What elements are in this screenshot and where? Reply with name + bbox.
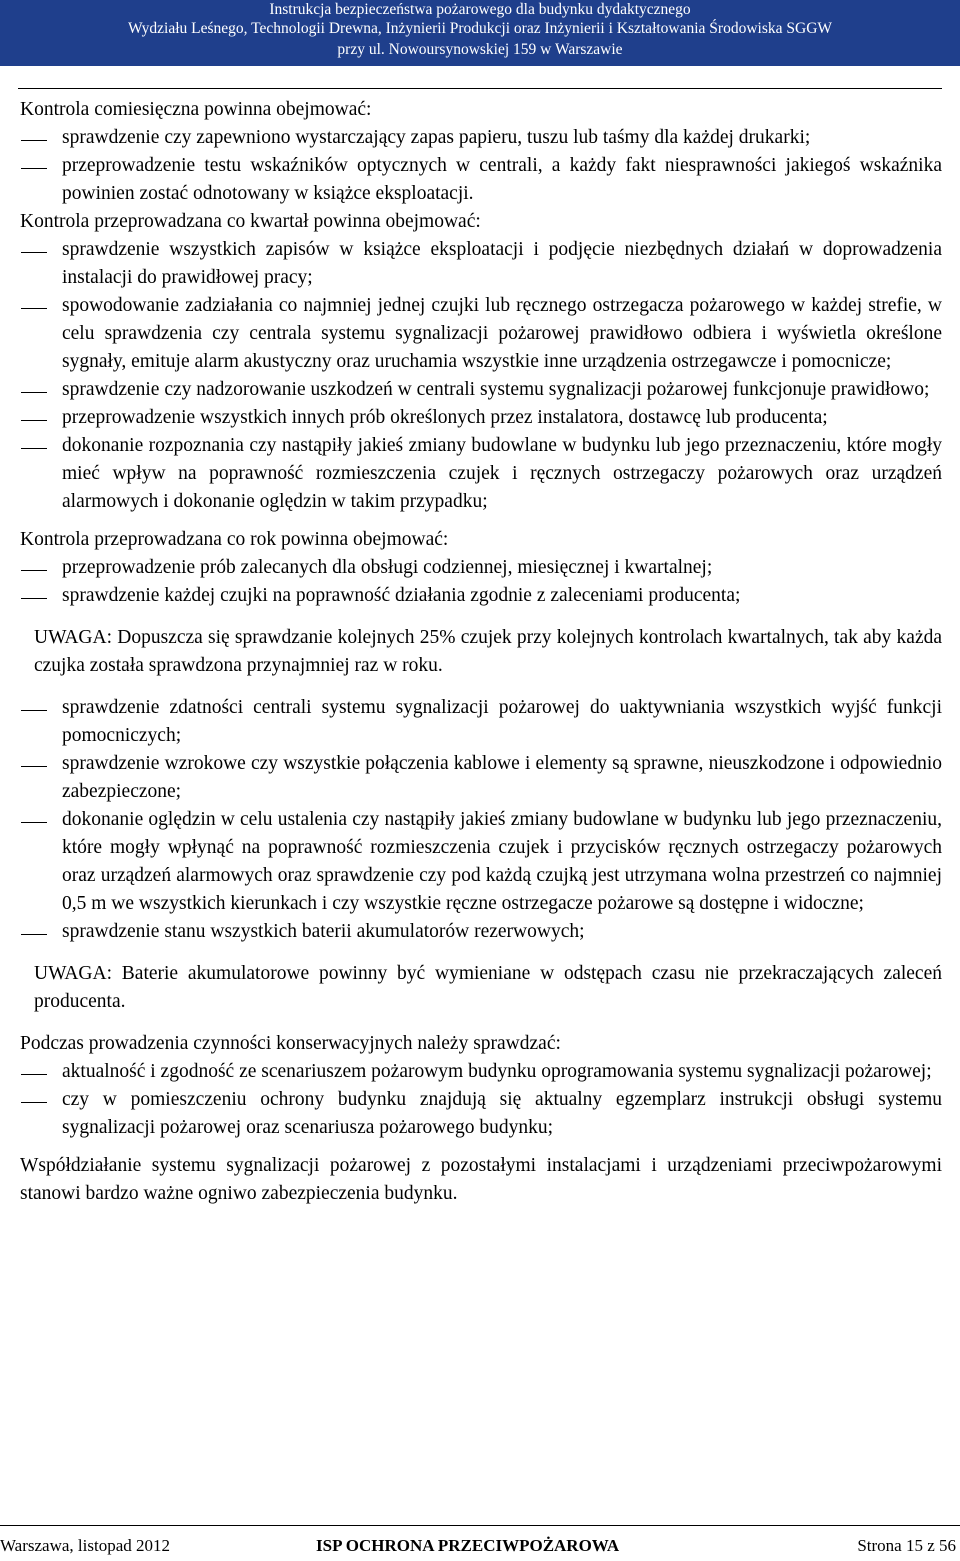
document-body bbox=[20, 96, 942, 1208]
list-item: spowodowanie zadziałania co najmniej jednej czujki lub ręcznego ostrzegacza pożarowego w każdej strefie, w celu sprawdzenia czy centrala systemu sygnalizacji pożarowej prawidłowo odbiera i wyświetla określone sygnały, emituje alarm akustyczny oraz uruchamia wszystkie inne urządzenia ostrzegawcze i pomocnicze; bbox=[62, 295, 942, 372]
list-item: aktualność i zgodność ze scenariuszem pożarowym budynku oprogramowania systemu sygnalizacji pożarowej; bbox=[62, 1061, 932, 1082]
list-item: dokonanie rozpoznania czy nastąpiły jakieś zmiany budowlane w budynku lub jego przeznaczeniu, które mogły mieć wpływ na poprawność rozmieszczenia czujek i ręcznych ostrzegaczy pożarowych oraz urządzeń alarmowych i dokonanie oględzin w takim przypadku; bbox=[62, 435, 942, 512]
footer-date: Warszawa, listopad 2012 bbox=[0, 1536, 170, 1555]
list-item: sprawdzenie czy nadzorowanie uszkodzeń w centrali systemu sygnalizacji pożarowej funkcjonuje prawidłowo; bbox=[62, 379, 930, 400]
footer-page-number: Strona 15 z 56 bbox=[857, 1536, 956, 1555]
footer-document-title: ISP OCHRONA PRZECIWPOŻAROWA bbox=[316, 1536, 620, 1555]
list-item: czy w pomieszczeniu ochrony budynku znajdują się aktualny egzemplarz instrukcji obsługi systemu sygnalizacji pożarowej oraz scenariusza pożarowego budynku; bbox=[62, 1089, 942, 1138]
header-divider bbox=[18, 88, 942, 89]
maintenance-intro: Podczas prowadzenia czynności konserwacyjnych należy sprawdzać: bbox=[20, 1033, 561, 1054]
list-item: przeprowadzenie wszystkich innych prób określonych przez instalatora, dostawcę lub producenta; bbox=[62, 407, 828, 428]
closing-paragraph: Współdziałanie systemu sygnalizacji pożarowej z pozostałymi instalacjami i urządzeniami przeciwpożarowymi stanowi bardzo ważne ogniwo zabezpieczenia budynku. bbox=[20, 1155, 942, 1204]
yearly-list-a bbox=[20, 554, 942, 610]
monthly-intro: Kontrola comiesięczna powinna obejmować: bbox=[20, 99, 372, 120]
header-title-line-2: Wydziału Leśnego, Technologii Drewna, Inżynierii Produkcji oraz Inżynierii i Kształtowania Środowiska SGGW bbox=[127, 20, 833, 37]
list-item: sprawdzenie wzrokowe czy wszystkie połączenia kablowe i elementy są sprawne, nieuszkodzone i odpowiednio zabezpieczone; bbox=[62, 753, 942, 802]
header-title-line-1: Instrukcja bezpieczeństwa pożarowego dla budynku dydaktycznego bbox=[269, 1, 691, 18]
list-item: przeprowadzenie testu wskaźników optycznych w centrali, a każdy fakt niesprawności jakiegoś wskaźnika powinien zostać odnotowany w książce eksploatacji. bbox=[62, 155, 942, 204]
yearly-note-batteries: UWAGA: Baterie akumulatorowe powinny być wymieniane w odstępach czasu nie przekraczających zaleceń producenta. bbox=[34, 963, 942, 1012]
list-item: przeprowadzenie prób zalecanych dla obsługi codziennej, miesięcznej i kwartalnej; bbox=[62, 557, 713, 578]
yearly-note-detectors: UWAGA: Dopuszcza się sprawdzanie kolejnych 25% czujek przy kolejnych kontrolach kwartalnych, tak aby każda czujka została sprawdzona przynajmniej raz w roku. bbox=[34, 627, 942, 676]
list-item: sprawdzenie czy zapewniono wystarczający zapas papieru, tuszu lub taśmy dla każdej drukarki; bbox=[62, 127, 811, 148]
list-item: sprawdzenie zdatności centrali systemu sygnalizacji pożarowej do uaktywniania wszystkich wyjść funkcji pomocniczych; bbox=[62, 697, 942, 746]
list-item: sprawdzenie stanu wszystkich baterii akumulatorów rezerwowych; bbox=[62, 921, 585, 942]
yearly-list-b bbox=[20, 694, 942, 946]
page-header bbox=[0, 0, 960, 66]
list-item: sprawdzenie wszystkich zapisów w książce eksploatacji i podjęcie niezbędnych działań w doprowadzenia instalacji do prawidłowej pracy; bbox=[62, 239, 942, 288]
monthly-list bbox=[20, 124, 942, 208]
list-item: dokonanie oględzin w celu ustalenia czy nastąpiły jakieś zmiany budowlane w budynku lub jego przeznaczeniu, które mogły wpłynąć na poprawność rozmieszczenia czujek i przycisków ręcznych ostrzegaczy pożarowych oraz urządzeń alarmowych oraz sprawdzenie czy pod każdą czujką jest utrzymana wolna przestrzeń co najmniej 0,5 m we wszystkich kierunkach i czy wszystkie ręczne ostrzegacze pożarowe są dostępne i widoczne; bbox=[62, 809, 942, 914]
quarterly-list bbox=[20, 236, 942, 516]
list-item: sprawdzenie każdej czujki na poprawność działania zgodnie z zaleceniami producenta; bbox=[62, 585, 741, 606]
header-title-line-3: przy ul. Nowoursynowskiej 159 w Warszawie bbox=[337, 41, 623, 58]
page-footer bbox=[0, 1534, 960, 1558]
footer-divider bbox=[0, 1525, 960, 1526]
yearly-intro: Kontrola przeprowadzana co rok powinna obejmować: bbox=[20, 529, 449, 550]
maintenance-list bbox=[20, 1058, 942, 1142]
quarterly-intro: Kontrola przeprowadzana co kwartał powinna obejmować: bbox=[20, 211, 481, 232]
